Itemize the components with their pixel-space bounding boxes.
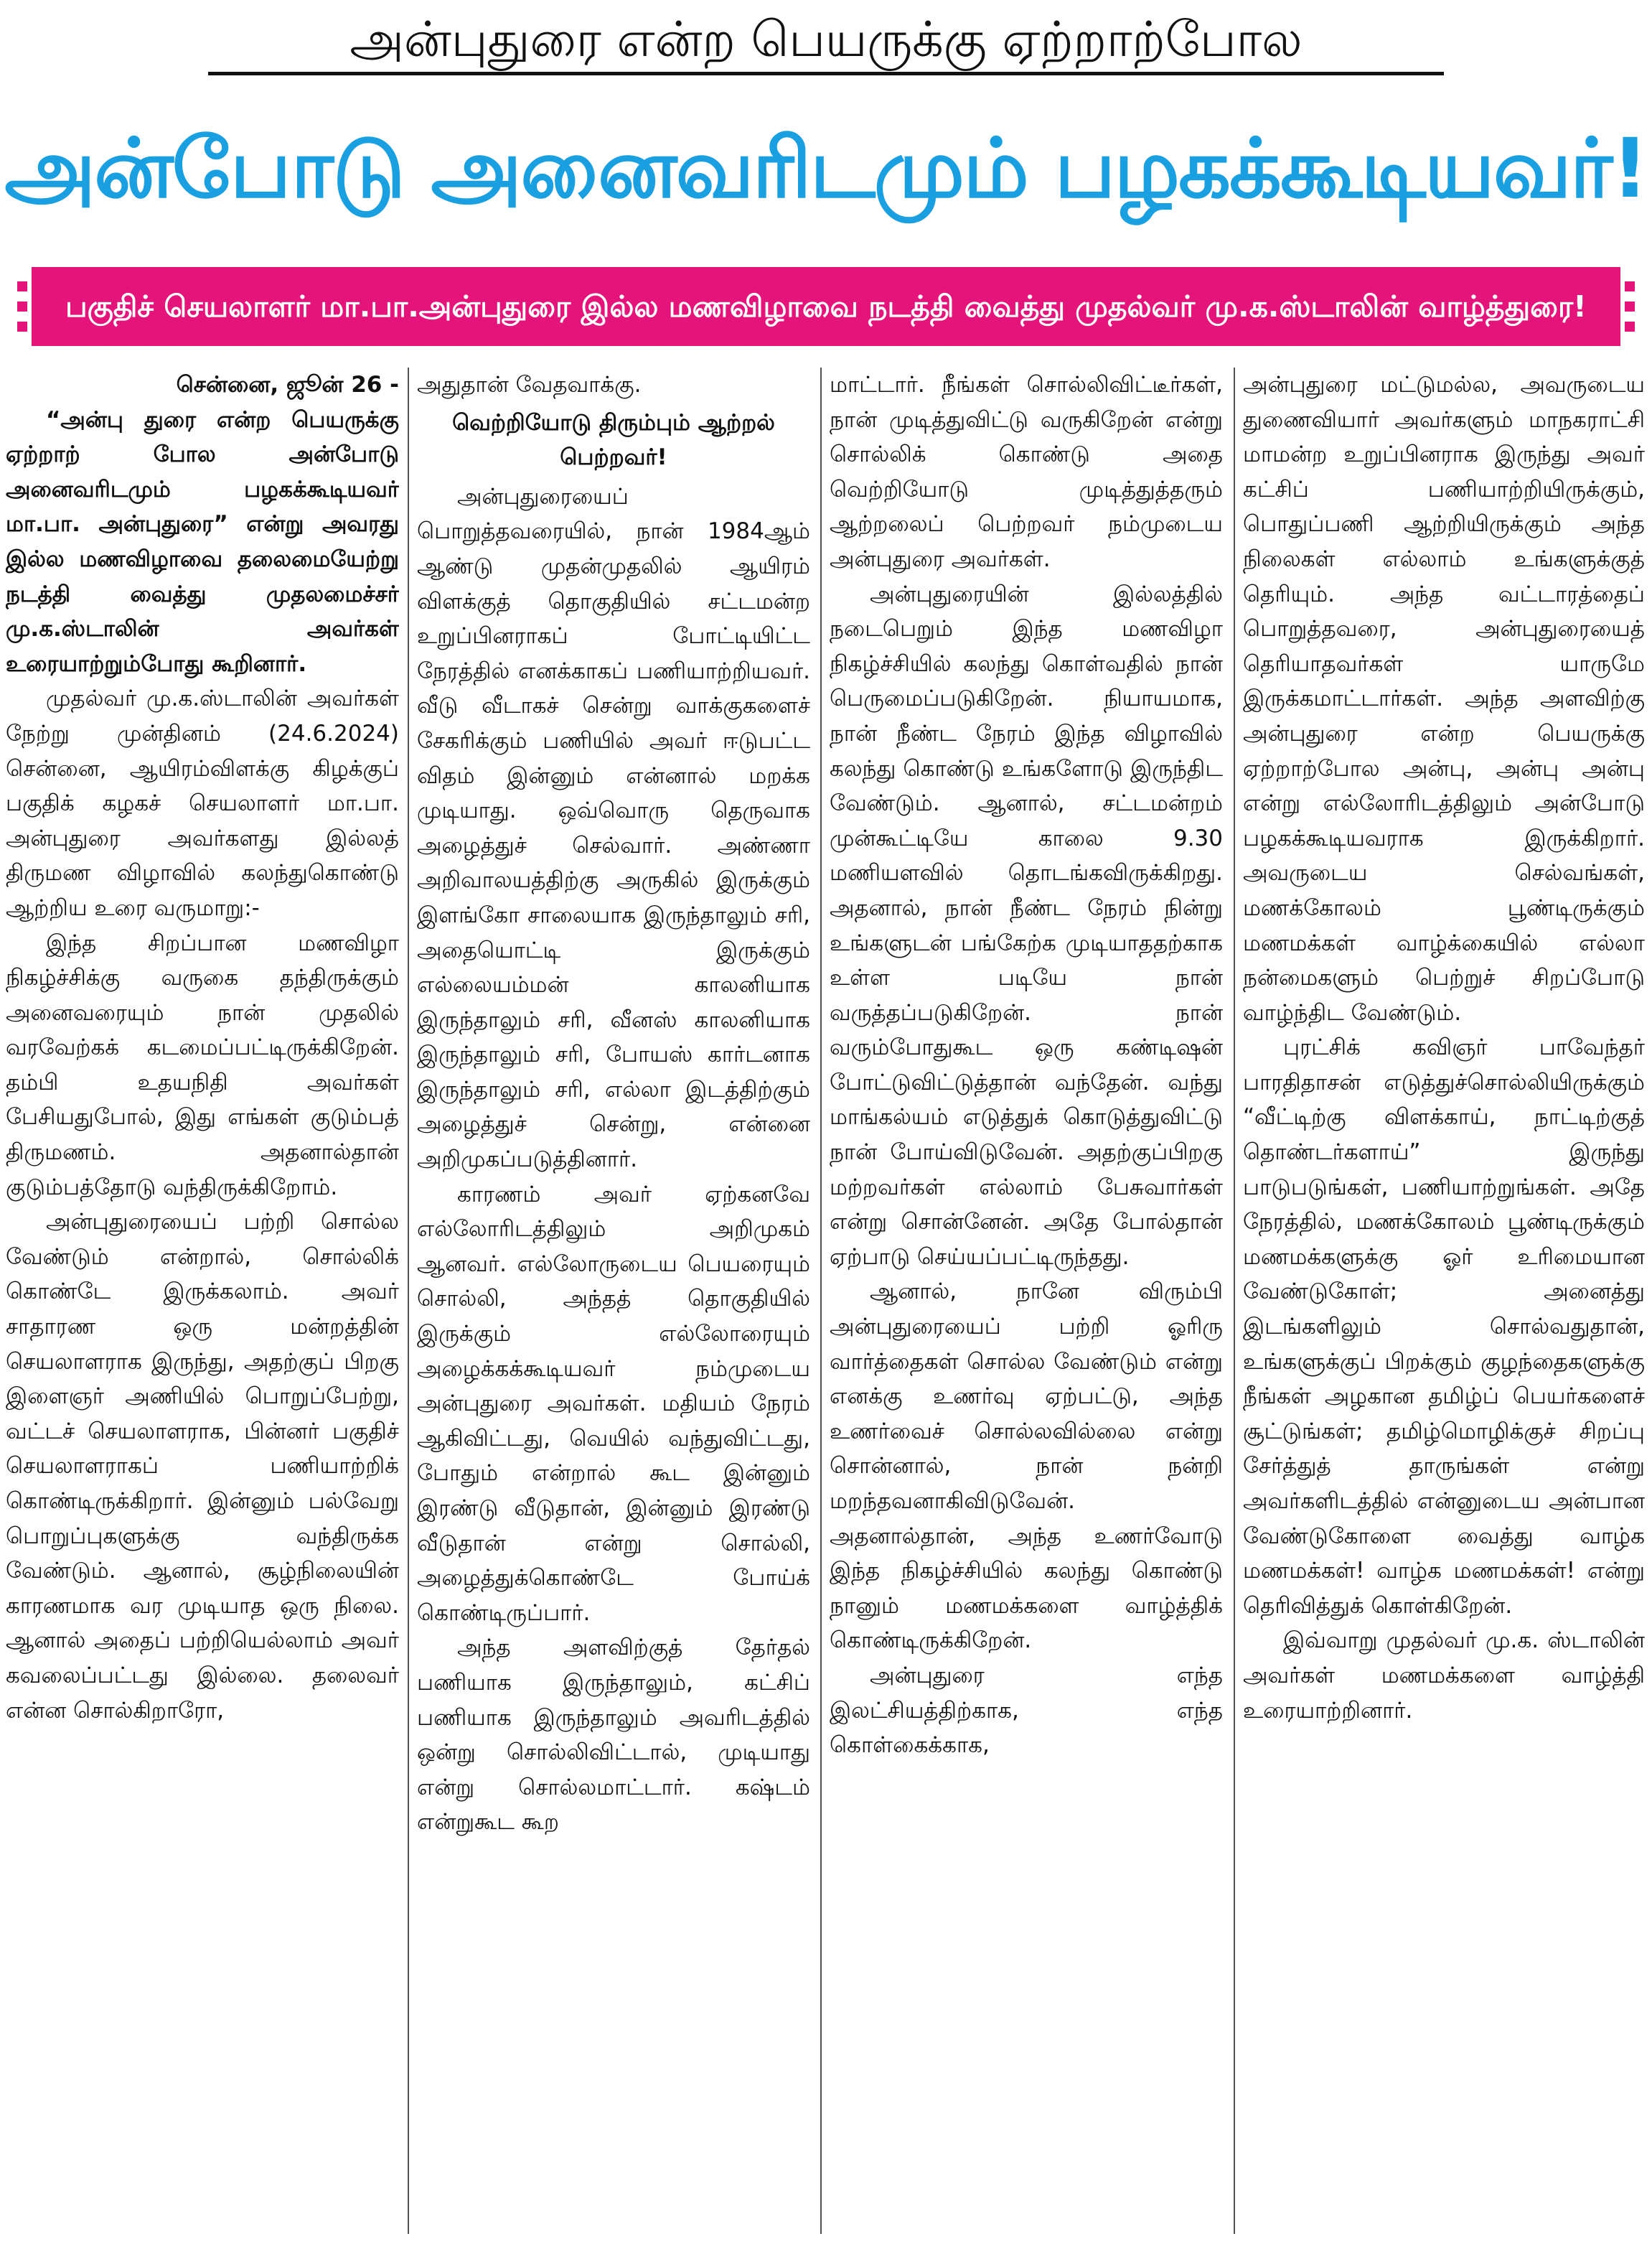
paragraph-continuation: அன்புதுரை மட்டுமல்ல, அவருடைய துணைவியார் அவர்களும் மாநகராட்சி மாமன்ற உறுப்பினராக இருந்து அவர் கட்சிப் பணியாற்றியிருக்கும், பொதுப்பணி ஆற்றியிருக்கும் அந்த நிலைகள் எல்லாம் உங்களுக்குத் தெரியும். அந்த வட்டாரத்தைப் பொறுத்தவரை, அன்புதுரையைத் தெரியாதவர்கள் யாருமே இருக்கமாட்டார்கள். அந்த அளவிற்கு அன்புதுரை என்ற பெயருக்கு ஏற்றாற்போல அன்பு, அன்பு அன்பு என்று எல்லோரிடத்திலும் அன்போடு பழகக்கூடியவராக இருக்கிறார். அவருடைய செல்வங்கள், மணக்கோலம் பூண்டிருக்கும் மணமக்கள் வாழ்க்கையில் எல்லா நன்மைகளும் பெற்றுச் சிறப்போடு வாழ்ந்திட வேண்டும். (1243, 372, 1645, 1026)
paragraph: அன்புதுரையைப் பற்றி சொல்ல வேண்டும் என்றால், சொல்லிக் கொண்டே இருக்கலாம். அவர் சாதாரண ஒரு மன்றத்தின் செயலாளராக இருந்து, அதற்குப் பிறகு இளைஞர் அணியில் பொறுப்பேற்று, வட்டச் செயலாளராக, பின்னர் பகுதிச் செயலாளராகப் பணியாற்றிக் கொண்டிருக்கிறார். இன்னும் பல்வேறு பொறுப்புகளுக்கு வந்திருக்க வேண்டும். ஆனால், சூழ்நிலையின் காரணமாக வர முடியாத ஒரு நிலை. ஆனால் அதைப் பற்றியெல்லாம் அவர் கவலைப்பட்டது இல்லை. தலைவர் என்ன சொல்கிறாரோ, (6, 1209, 399, 1724)
article-column-4 (1243, 368, 1645, 2234)
kicker-underline (208, 72, 1444, 75)
paragraph: இந்த சிறப்பான மணவிழா நிகழ்ச்சிக்கு வருகை தந்திருக்கும் அனைவரையும் நான் முதலில் வரவேற்கக் கடமைப்பட்டிருக்கிறேன். தம்பி உதயநிதி அவர்கள் பேசியதுபோல், இது எங்கள் குடும்பத் திருமணம். அதனால்தான் குடும்பத்தோடு வந்திருக்கிறோம். (6, 930, 399, 1200)
section-subheading: வெற்றியோடு திரும்பும் ஆற்றல் பெற்றவர்! (452, 409, 775, 471)
banner-left-ornament (13, 267, 55, 346)
article-body (6, 368, 1646, 2234)
subheadline-banner (13, 267, 1639, 346)
paragraph: ஆனால், நானே விரும்பி அன்புதுரையைப் பற்றி ஓரிரு வார்த்தைகள் சொல்ல வேண்டும் என்று எனக்கு உணர்வு ஏற்பட்டு, அந்த உணர்வைச் சொல்லவில்லை என்று சொன்னால், நான் நன்றி மறந்தவனாகிவிடுவேன். அதனால்தான், அந்த உணர்வோடு இந்த நிகழ்ச்சியில் கலந்து கொண்டு நானும் மணமக்களை வாழ்த்திக் கொண்டிருக்கிறேன். (830, 1278, 1223, 1654)
paragraph: புரட்சிக் கவிஞர் பாவேந்தர் பாரதிதாசன் எடுத்துச்சொல்லியிருக்கும் “வீட்டிற்கு விளக்காய், நாட்டிற்குத் தொண்டர்களாய்” இருந்து பாடுபடுங்கள், பணியாற்றுங்கள். அதே நேரத்தில், மணக்கோலம் பூண்டிருக்கும் மணமக்களுக்கு ஓர் உரிமையான வேண்டுகோள்; அனைத்து இடங்களிலும் சொல்வதுதான், உங்களுக்குப் பிறக்கும் குழந்தைகளுக்கு நீங்கள் அழகான தமிழ்ப் பெயர்களைச் சூட்டுங்கள்; தமிழ்மொழிக்குச் சிறப்பு சேர்த்துத் தாருங்கள் என்று அவர்களிடத்தில் என்னுடைய அன்பான வேண்டுகோளை வைத்து வாழ்க மணமக்கள்! வாழ்க மணமக்கள்! என்று தெரிவித்துக் கொள்கிறேன். (1243, 1034, 1645, 1619)
article-column-3 (830, 368, 1223, 2234)
lead-paragraph: “அன்பு துரை என்ற பெயருக்கு ஏற்றாற் போல அன்போடு அனைவரிடமும் பழகக்கூடியவர் மா.பா. அன்புதுரை” என்று அவரது இல்ல மணவிழாவை தலைமையேற்று நடத்தி வைத்து முதலமைச்சர் மு.க.ஸ்டாலின் அவர்கள் உரையாற்றும்போது கூறினார். (6, 406, 399, 677)
article-column-1 (6, 368, 399, 2234)
article-column-2 (417, 368, 810, 2234)
paragraph-continuation: மாட்டார். நீங்கள் சொல்லிவிட்டீர்கள், நான் முடித்துவிட்டு வருகிறேன் என்று சொல்லிக் கொண்டு அதை வெற்றியோடு முடித்துத்தரும் ஆற்றலைப் பெற்றவர் நம்முடைய அன்புதுரை அவர்கள். (830, 372, 1223, 572)
kicker-headline: அன்புதுரை என்ற பெயருக்கு ஏற்றாற்போல (349, 11, 1303, 68)
banner-right-ornament (1597, 267, 1639, 346)
dateline: சென்னை, ஜூன் 26 - (176, 372, 399, 398)
paragraph: இவ்வாறு முதல்வர் மு.க. ஸ்டாலின் அவர்கள் மணமக்களை வாழ்த்தி உரையாற்றினார். (1243, 1627, 1645, 1724)
paragraph: அந்த அளவிற்குத் தேர்தல் பணியாக இருந்தாலும், கட்சிப் பணியாக இருந்தாலும் அவரிடத்தில் ஒன்று சொல்லிவிட்டால், முடியாது என்று சொல்லமாட்டார். கஷ்டம் என்றுகூட கூற (417, 1635, 810, 1836)
paragraph: அன்புதுரையைப் பொறுத்தவரையில், நான் 1984ஆம் ஆண்டு முதன்முதலில் ஆயிரம் விளக்குத் தொகுதியில் சட்டமன்ற உறுப்பினராகப் போட்டியிட்ட நேரத்தில் எனக்காகப் பணியாற்றியவர். வீடு வீடாகச் சென்று வாக்குகளைச் சேகரிக்கும் பணியில் அவர் ஈடுபட்ட விதம் இன்னும் என்னால் மறக்க முடியாது. ஒவ்வொரு தெருவாக அழைத்துச் செல்வார். அண்ணா அறிவாலயத்திற்கு அருகில் இருக்கும் இளங்கோ சாலையாக இருந்தாலும் சரி, அதையொட்டி இருக்கும் எல்லையம்மன் காலனியாக இருந்தாலும் சரி, வீனஸ் காலனியாக இருந்தாலும் சரி, போயஸ் கார்டனாக இருந்தாலும் சரி, எல்லா இடத்திற்கும் அழைத்துச் சென்று, என்னை அறிமுகப்படுத்தினார். (417, 483, 810, 1173)
banner-text: பகுதிச் செயலாளர் மா.பா.அன்புதுரை இல்ல மணவிழாவை நடத்தி வைத்து முதல்வர் மு.க.ஸ்டாலின் வாழ்த்துரை! (65, 289, 1587, 324)
paragraph: முதல்வர் மு.க.ஸ்டாலின் அவர்கள் நேற்று முன்தினம் (24.6.2024) சென்னை, ஆயிரம்விளக்கு கிழக்குப் பகுதிக் கழகச் செயலாளர் மா.பா. அன்புதுரை அவர்களது இல்லத் திருமண விழாவில் கலந்துகொண்டு ஆற்றிய உரை வருமாறு:- (6, 686, 399, 921)
paragraph-continuation: அதுதான் வேதவாக்கு. (417, 372, 642, 398)
paragraph: அன்புதுரையின் இல்லத்தில் நடைபெறும் இந்த மணவிழா நிகழ்ச்சியில் கலந்து கொள்வதில் நான் பெருமைப்படுகிறேன். நியாயமாக, நான் நீண்ட நேரம் இந்த விழாவில் கலந்து கொண்டு உங்களோடு இருந்திட வேண்டும். ஆனால், சட்டமன்றம் முன்கூட்டியே காலை 9.30 மணியளவில் தொடங்கவிருக்கிறது. அதனால், நான் நீண்ட நேரம் நின்று உங்களுடன் பங்கேற்க முடியாததற்காக உள்ள படியே நான் வருத்தப்படுகிறேன். நான் வரும்போதுகூட ஒரு கண்டிஷன் போட்டுவிட்டுத்தான் வந்தேன். வந்து மாங்கல்யம் எடுத்துக் கொடுத்துவிட்டு நான் போய்விடுவேன். அதற்குப்பிறகு மற்றவர்கள் எல்லாம் பேசுவார்கள் என்று சொன்னேன். அதே போல்தான் ஏற்பாடு செய்யப்பட்டிருந்தது. (830, 581, 1223, 1270)
paragraph: அன்புதுரை எந்த இலட்சியத்திற்காக, எந்த கொள்கைக்காக, (830, 1662, 1223, 1759)
paragraph: காரணம் அவர் ஏற்கனவே எல்லோரிடத்திலும் அறிமுகம் ஆனவர். எல்லோருடைய பெயரையும் சொல்லி, அந்தத் தொகுதியில் இருக்கும் எல்லோரையும் அழைக்கக்கூடியவர் நம்முடைய அன்புதுரை அவர்கள். மதியம் நேரம் ஆகிவிட்டது, வெயில் வந்துவிட்டது, போதும் என்றால் கூட இன்னும் இரண்டு வீடுதான், இன்னும் இரண்டு வீடுதான் என்று சொல்லி, அழைத்துக்கொண்டே போய்க் கொண்டிருப்பார். (417, 1181, 810, 1626)
main-headline: அன்போடு அனைவரிடமும் பழகக்கூடியவர்! (4, 121, 1648, 216)
